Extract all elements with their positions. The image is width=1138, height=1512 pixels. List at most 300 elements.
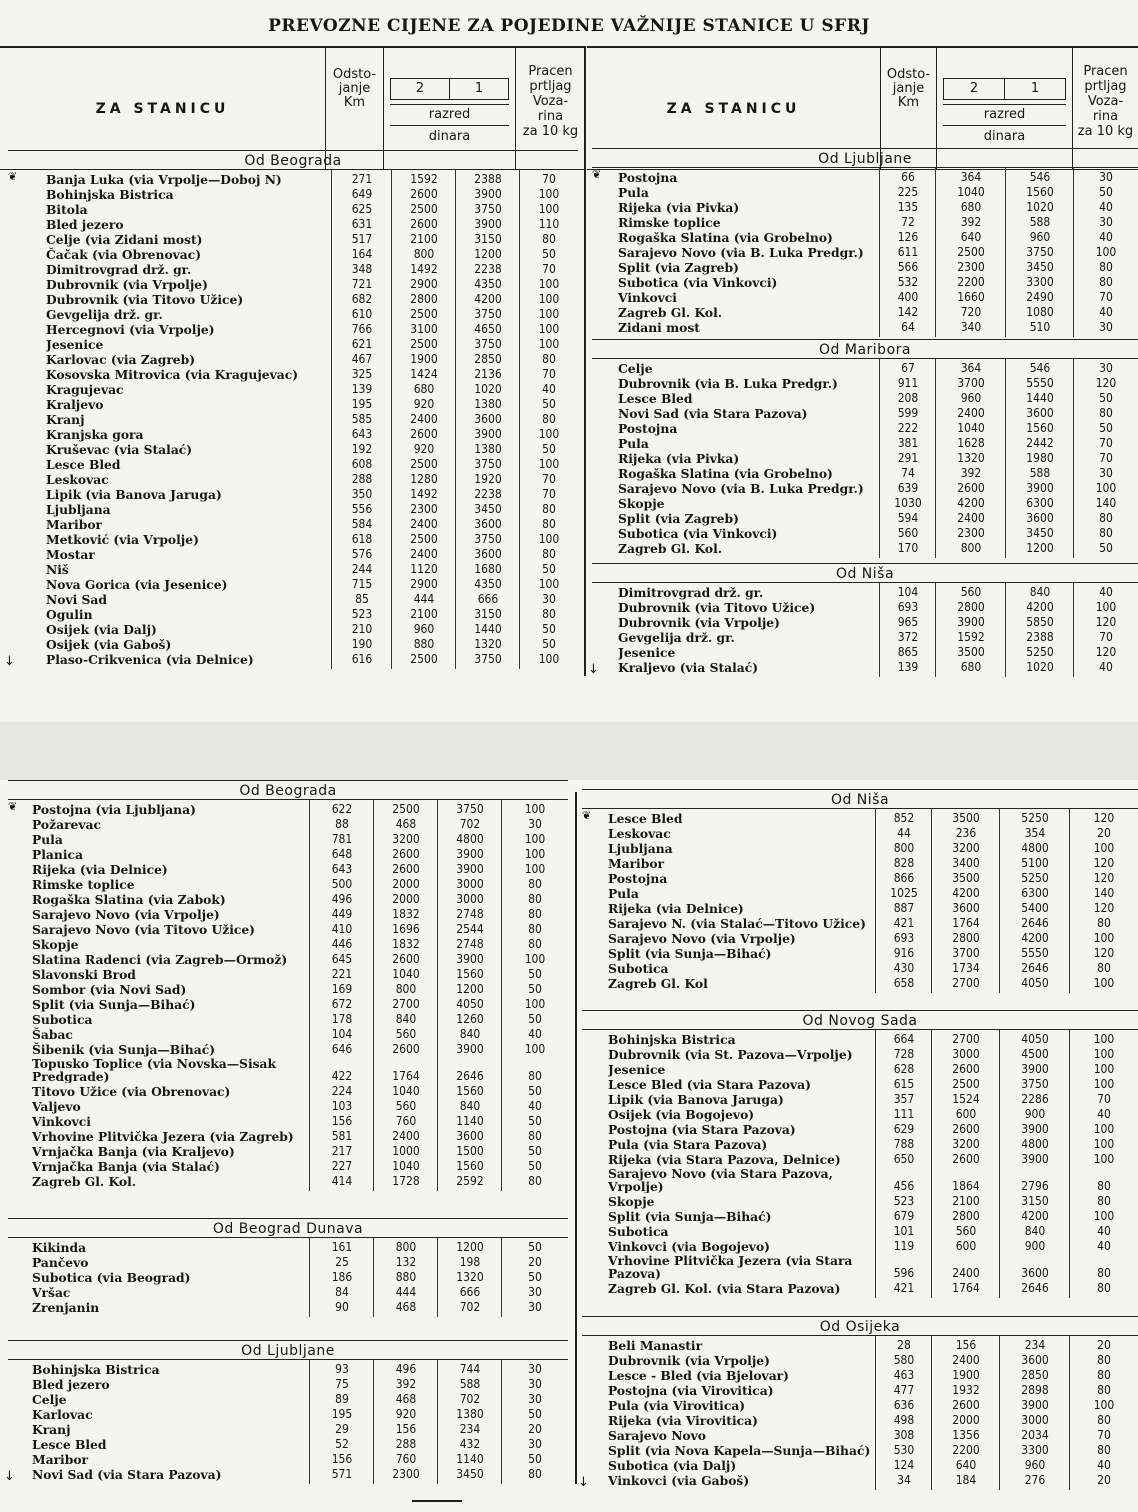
section-heading: Od Osijeka	[582, 1316, 1138, 1336]
baggage-fare: 70	[1099, 630, 1113, 644]
section-top-right-ljubljana	[592, 148, 1138, 337]
distance-km: 192	[351, 442, 373, 456]
distance-km: 400	[897, 290, 919, 304]
baggage-fare: 100	[538, 577, 560, 591]
distance-km: 584	[351, 517, 373, 531]
fare-class-2: 720	[960, 305, 982, 319]
distance-km: 271	[351, 172, 373, 186]
station-name: Sarajevo N. (via Stalać—Titovo Užice)	[608, 916, 866, 931]
baggage-fare: 50	[528, 967, 542, 981]
station-name: Jesenice	[46, 337, 104, 352]
table-row	[592, 185, 1138, 200]
fare-class-1: 2796	[1021, 1179, 1049, 1193]
distance-km: 170	[897, 541, 919, 555]
distance-km: 911	[897, 376, 919, 390]
table-row	[582, 1122, 1138, 1137]
station-name: Postojna (via Stara Pazova)	[608, 1122, 796, 1137]
fare-class-1: 2646	[1021, 916, 1049, 930]
station-name: Postojna	[618, 170, 678, 185]
station-name: Karlovac	[32, 1407, 93, 1422]
table-row	[8, 457, 578, 472]
fare-class-1: 1080	[1026, 305, 1054, 319]
distance-km: 422	[331, 1069, 353, 1083]
fare-class-2: 2600	[410, 187, 438, 201]
fare-class-2: 3200	[952, 841, 980, 855]
fare-class-1: 3600	[456, 1129, 484, 1143]
table-row	[8, 622, 578, 637]
fare-class-2: 468	[395, 1300, 417, 1314]
distance-km: 66	[901, 170, 915, 184]
table-row	[8, 1255, 568, 1270]
table-row	[8, 487, 578, 502]
baggage-fare: 30	[1099, 466, 1113, 480]
table-row	[592, 541, 1138, 556]
baggage-fare: 80	[542, 232, 556, 246]
fare-class-2: 2000	[392, 892, 420, 906]
header-baggage: Pracen prtljag Voza- rina za 10 kg	[522, 64, 579, 139]
table-row	[8, 1437, 568, 1452]
baggage-fare: 100	[524, 802, 546, 816]
distance-km: 566	[897, 260, 919, 274]
station-name: Banja Luka (via Vrpolje—Doboj N)	[46, 172, 282, 187]
fare-class-1: 840	[459, 1099, 481, 1113]
distance-km: 728	[893, 1047, 915, 1061]
continue-arrow-icon: ↓	[578, 1475, 589, 1490]
table-row	[8, 517, 578, 532]
fare-class-1: 1500	[456, 1144, 484, 1158]
distance-km: 648	[331, 847, 353, 861]
distance-km: 965	[897, 615, 919, 629]
distance-km: 646	[331, 1042, 353, 1056]
table-row	[592, 466, 1138, 481]
table-row	[592, 526, 1138, 541]
fare-class-2: 960	[960, 391, 982, 405]
table-row	[8, 1084, 568, 1099]
fare-class-1: 3900	[474, 217, 502, 231]
ornament-icon: ❦	[8, 170, 18, 183]
distance-km: 126	[897, 230, 919, 244]
fare-class-2: 2400	[957, 406, 985, 420]
station-name: Vinkovci	[32, 1114, 91, 1129]
section-heading: Od Beograda	[8, 150, 578, 170]
baggage-fare: 20	[528, 1422, 542, 1436]
header-class-1: 1	[1030, 81, 1040, 96]
continue-arrow-icon: ↓	[588, 662, 599, 677]
fare-class-1: 702	[459, 817, 481, 831]
distance-km: 288	[351, 472, 373, 486]
distance-km: 463	[893, 1368, 915, 1382]
fare-class-2: 1628	[957, 436, 985, 450]
footer-mark	[412, 1500, 462, 1502]
baggage-fare: 80	[1097, 1194, 1111, 1208]
distance-km: 430	[893, 961, 915, 975]
station-name: Zagreb Gl. Kol.	[32, 1174, 137, 1189]
distance-km: 210	[351, 622, 373, 636]
distance-km: 523	[893, 1194, 915, 1208]
table-row	[582, 1152, 1138, 1167]
fare-class-1: 960	[1029, 230, 1051, 244]
page-gap	[0, 722, 1138, 780]
station-name: Dubrovnik (via Titovo Užice)	[618, 600, 816, 615]
table-row	[582, 1368, 1138, 1383]
distance-km: 517	[351, 232, 373, 246]
fare-class-1: 3600	[1021, 1266, 1049, 1280]
table-row	[8, 532, 578, 547]
fare-class-1: 4800	[1021, 1137, 1049, 1151]
table-row	[8, 1422, 568, 1437]
fare-class-2: 1832	[392, 907, 420, 921]
distance-km: 164	[351, 247, 373, 261]
distance-km: 781	[331, 832, 353, 846]
table-row	[592, 260, 1138, 275]
distance-km: 75	[335, 1377, 349, 1391]
table-row	[582, 1413, 1138, 1428]
baggage-fare: 80	[1099, 511, 1113, 525]
baggage-fare: 30	[528, 1362, 542, 1376]
station-name: Subotica	[608, 961, 669, 976]
table-row	[582, 1428, 1138, 1443]
fare-class-1: 2646	[1021, 1281, 1049, 1295]
station-name: Sarajevo Novo (via B. Luka Predgr.)	[618, 481, 864, 496]
station-name: Metković (via Vrpolje)	[46, 532, 199, 547]
station-name: Novi Sad (via Stara Pazova)	[618, 406, 808, 421]
table-row	[8, 997, 568, 1012]
fare-class-2: 2500	[410, 457, 438, 471]
station-name: Kranjska gora	[46, 427, 144, 442]
fare-class-2: 2300	[410, 502, 438, 516]
fare-class-2: 392	[960, 466, 982, 480]
fare-class-2: 3700	[957, 376, 985, 390]
table-row	[8, 172, 578, 187]
fare-class-1: 1320	[474, 637, 502, 651]
table-row	[592, 436, 1138, 451]
fare-class-1: 3750	[474, 532, 502, 546]
baggage-fare: 50	[542, 397, 556, 411]
station-name: Vinkovci (via Bogojevo)	[608, 1239, 770, 1254]
fare-class-1: 3600	[474, 517, 502, 531]
station-name: Vinkovci (via Gaboš)	[608, 1473, 750, 1488]
fare-class-2: 1280	[410, 472, 438, 486]
station-name: Postojna (via Ljubljana)	[32, 802, 196, 817]
baggage-fare: 100	[1093, 1047, 1115, 1061]
station-name: Skopje	[608, 1194, 655, 1209]
distance-km: 44	[897, 826, 911, 840]
baggage-fare: 20	[1097, 1473, 1111, 1487]
station-name: Ljubljana	[46, 502, 111, 517]
fare-class-1: 3900	[456, 847, 484, 861]
baggage-fare: 100	[524, 952, 546, 966]
table-row	[8, 1285, 568, 1300]
fare-class-2: 2600	[952, 1062, 980, 1076]
baggage-fare: 80	[528, 1129, 542, 1143]
fare-class-2: 392	[960, 215, 982, 229]
fare-class-1: 3750	[474, 202, 502, 216]
table-row	[592, 215, 1138, 230]
fare-class-2: 3400	[952, 856, 980, 870]
fare-class-1: 5250	[1021, 871, 1049, 885]
station-name: Ogulin	[46, 607, 93, 622]
fare-class-1: 354	[1024, 826, 1046, 840]
baggage-fare: 30	[1099, 320, 1113, 334]
distance-km: 618	[351, 532, 373, 546]
distance-km: 244	[351, 562, 373, 576]
station-name: Kranj	[46, 412, 85, 427]
fare-class-1: 3450	[474, 502, 502, 516]
station-name: Niš	[46, 562, 69, 577]
station-name: Dimitrovgrad drž. gr.	[618, 585, 764, 600]
baggage-fare: 70	[1097, 1092, 1111, 1106]
baggage-fare: 50	[528, 1159, 542, 1173]
fare-class-2: 760	[395, 1452, 417, 1466]
station-name: Slatina Radenci (via Zagreb—Ormož)	[32, 952, 288, 967]
table-row	[582, 841, 1138, 856]
fare-class-2: 800	[413, 247, 435, 261]
baggage-fare: 20	[1097, 826, 1111, 840]
fare-class-2: 600	[955, 1239, 977, 1253]
fare-class-2: 1764	[392, 1069, 420, 1083]
fare-class-1: 840	[1024, 1224, 1046, 1238]
baggage-fare: 70	[542, 472, 556, 486]
baggage-fare: 80	[1097, 1266, 1111, 1280]
baggage-fare: 80	[528, 922, 542, 936]
fare-class-2: 2800	[410, 292, 438, 306]
baggage-fare: 80	[1097, 916, 1111, 930]
fare-class-2: 444	[413, 592, 435, 606]
fare-class-2: 2700	[952, 976, 980, 990]
baggage-fare: 80	[1097, 1443, 1111, 1457]
baggage-fare: 140	[1095, 496, 1117, 510]
fare-class-1: 3900	[456, 952, 484, 966]
fare-class-2: 1864	[952, 1179, 980, 1193]
fare-class-2: 1424	[410, 367, 438, 381]
distance-km: 90	[335, 1300, 349, 1314]
station-name: Postojna (via Virovitica)	[608, 1383, 774, 1398]
station-name: Subotica (via Vinkovci)	[618, 526, 778, 541]
table-row	[8, 982, 568, 997]
distance-km: 616	[351, 652, 373, 666]
station-name: Pula	[32, 832, 63, 847]
table-row	[8, 922, 568, 937]
station-name: Dubrovnik (via B. Luka Predgr.)	[618, 376, 838, 391]
station-name: Rijeka (via Delnice)	[608, 901, 744, 916]
fare-class-1: 666	[477, 592, 499, 606]
fare-class-1: 588	[1029, 466, 1051, 480]
station-name: Lesce Bled	[608, 811, 683, 826]
fare-class-2: 840	[395, 1012, 417, 1026]
baggage-fare: 70	[1097, 1428, 1111, 1442]
station-name: Bohinjska Bistrica	[32, 1362, 160, 1377]
table-row	[8, 1392, 568, 1407]
distance-km: 643	[331, 862, 353, 876]
station-name: Lipik (via Banova Jaruga)	[46, 487, 222, 502]
section-bottom-right-osijek	[578, 1316, 1138, 1490]
station-name: Čačak (via Obrenovac)	[46, 247, 202, 262]
fare-class-1: 2748	[456, 907, 484, 921]
baggage-fare: 50	[542, 247, 556, 261]
table-row	[8, 637, 578, 652]
table-row	[592, 451, 1138, 466]
baggage-fare: 50	[1099, 391, 1113, 405]
baggage-fare: 30	[528, 1285, 542, 1299]
fare-class-2: 2100	[952, 1194, 980, 1208]
distance-km: 124	[893, 1458, 915, 1472]
baggage-fare: 70	[542, 172, 556, 186]
fare-class-2: 2800	[952, 931, 980, 945]
baggage-fare: 30	[528, 1392, 542, 1406]
header-currency: dinara	[428, 129, 471, 144]
fare-class-1: 1380	[474, 442, 502, 456]
baggage-fare: 120	[1095, 615, 1117, 629]
table-row	[8, 877, 568, 892]
fare-class-1: 1380	[456, 1407, 484, 1421]
baggage-fare: 100	[1095, 481, 1117, 495]
page-title: PREVOZNE CIJENE ZA POJEDINE VAŽNIJE STANICE U SFRJ	[268, 16, 870, 36]
section-body	[582, 1030, 1138, 1298]
station-name: Sarajevo Novo (via B. Luka Predgr.)	[618, 245, 864, 260]
table-row	[8, 397, 578, 412]
table-row	[8, 967, 568, 982]
station-name: Sarajevo Novo (via Vrpolje)	[32, 907, 220, 922]
baggage-fare: 50	[528, 1084, 542, 1098]
table-row	[592, 660, 1138, 675]
station-name: Jesenice	[618, 645, 676, 660]
distance-km: 227	[331, 1159, 353, 1173]
fare-class-2: 1040	[392, 1084, 420, 1098]
header-class-2: 2	[944, 79, 1005, 99]
fare-class-1: 1020	[1026, 660, 1054, 674]
fare-class-1: 2442	[1026, 436, 1054, 450]
distance-km: 800	[893, 841, 915, 855]
station-name: Zidani most	[618, 320, 700, 335]
station-name: Celje (via Zidani most)	[46, 232, 203, 247]
fare-class-2: 4200	[952, 886, 980, 900]
station-name: Vršac	[32, 1285, 71, 1300]
fare-class-2: 2200	[957, 275, 985, 289]
table-row	[582, 1338, 1138, 1353]
distance-km: 225	[897, 185, 919, 199]
header-class-1: 1	[474, 81, 484, 96]
fare-class-2: 132	[395, 1255, 417, 1269]
header-class-label: razred	[943, 104, 1066, 126]
fare-class-1: 2034	[1021, 1428, 1049, 1442]
distance-km: 594	[897, 511, 919, 525]
fare-class-2: 920	[413, 442, 435, 456]
station-name: Rimske toplice	[618, 215, 721, 230]
table-row	[8, 952, 568, 967]
distance-km: 357	[893, 1092, 915, 1106]
station-name: Zagreb Gl. Kol	[608, 976, 708, 991]
fare-class-2: 680	[413, 382, 435, 396]
station-name: Maribor	[32, 1452, 89, 1467]
section-body	[4, 1360, 568, 1484]
station-name: Postojna	[618, 421, 678, 436]
distance-km: 119	[893, 1239, 915, 1253]
station-name: Dubrovnik (via Titovo Užice)	[46, 292, 244, 307]
baggage-fare: 120	[1093, 856, 1115, 870]
station-name: Kraljevo (via Stalać)	[618, 660, 759, 675]
table-row	[582, 1353, 1138, 1368]
fare-class-2: 2900	[410, 277, 438, 291]
fare-class-1: 3450	[1026, 526, 1054, 540]
fare-class-2: 444	[395, 1285, 417, 1299]
baggage-fare: 80	[1097, 961, 1111, 975]
distance-km: 1025	[890, 886, 918, 900]
continue-arrow-icon: ↓	[4, 1469, 15, 1484]
table-row	[592, 421, 1138, 436]
fare-class-2: 3200	[392, 832, 420, 846]
table-row	[8, 337, 578, 352]
fare-class-1: 1260	[456, 1012, 484, 1026]
distance-km: 156	[331, 1452, 353, 1466]
table-row	[582, 1239, 1138, 1254]
table-row	[582, 1107, 1138, 1122]
fare-class-2: 2500	[952, 1077, 980, 1091]
fare-class-1: 2238	[474, 487, 502, 501]
fare-class-2: 2500	[410, 202, 438, 216]
fare-class-1: 3750	[456, 802, 484, 816]
station-name: Ljubljana	[608, 841, 673, 856]
baggage-fare: 30	[1099, 361, 1113, 375]
station-name: Maribor	[608, 856, 665, 871]
baggage-fare: 100	[1093, 1062, 1115, 1076]
distance-km: 682	[351, 292, 373, 306]
section-body	[578, 1336, 1138, 1490]
distance-km: 74	[901, 466, 915, 480]
baggage-fare: 100	[524, 847, 546, 861]
section-body	[8, 1238, 568, 1317]
fare-class-1: 4800	[1021, 841, 1049, 855]
baggage-fare: 30	[528, 1437, 542, 1451]
fare-class-2: 3900	[957, 615, 985, 629]
table-row	[592, 406, 1138, 421]
distance-km: 308	[893, 1428, 915, 1442]
distance-km: 615	[893, 1077, 915, 1091]
baggage-fare: 100	[1093, 841, 1115, 855]
section-bottom-left-beograd	[8, 780, 568, 1191]
fare-class-1: 2850	[474, 352, 502, 366]
distance-km: 639	[897, 481, 919, 495]
table-row	[8, 1240, 568, 1255]
fare-class-1: 702	[459, 1392, 481, 1406]
fare-class-1: 3750	[474, 337, 502, 351]
table-row	[8, 592, 578, 607]
station-name: Rimske toplice	[32, 877, 135, 892]
baggage-fare: 30	[528, 817, 542, 831]
section-bottom-right-nis	[582, 789, 1138, 993]
station-name: Rijeka (via Pivka)	[618, 200, 740, 215]
fare-class-1: 3900	[1021, 1398, 1049, 1412]
station-name: Novi Sad (via Stara Pazova)	[32, 1467, 222, 1482]
baggage-fare: 100	[538, 652, 560, 666]
fare-class-2: 156	[395, 1422, 417, 1436]
fare-class-2: 760	[395, 1114, 417, 1128]
station-name: Dubrovnik (via Vrpolje)	[46, 277, 208, 292]
baggage-fare: 30	[528, 1300, 542, 1314]
table-row	[8, 802, 568, 817]
distance-km: 93	[335, 1362, 349, 1376]
table-row	[8, 277, 578, 292]
distance-km: 693	[897, 600, 919, 614]
section-heading: Od Ljubljane	[592, 148, 1138, 168]
fare-class-1: 198	[459, 1255, 481, 1269]
section-heading: Od Novog Sada	[582, 1010, 1138, 1030]
baggage-fare: 50	[542, 562, 556, 576]
table-row	[582, 976, 1138, 991]
distance-km: 645	[331, 952, 353, 966]
fare-class-2: 800	[960, 541, 982, 555]
baggage-fare: 80	[528, 1069, 542, 1083]
baggage-fare: 40	[1097, 1239, 1111, 1253]
